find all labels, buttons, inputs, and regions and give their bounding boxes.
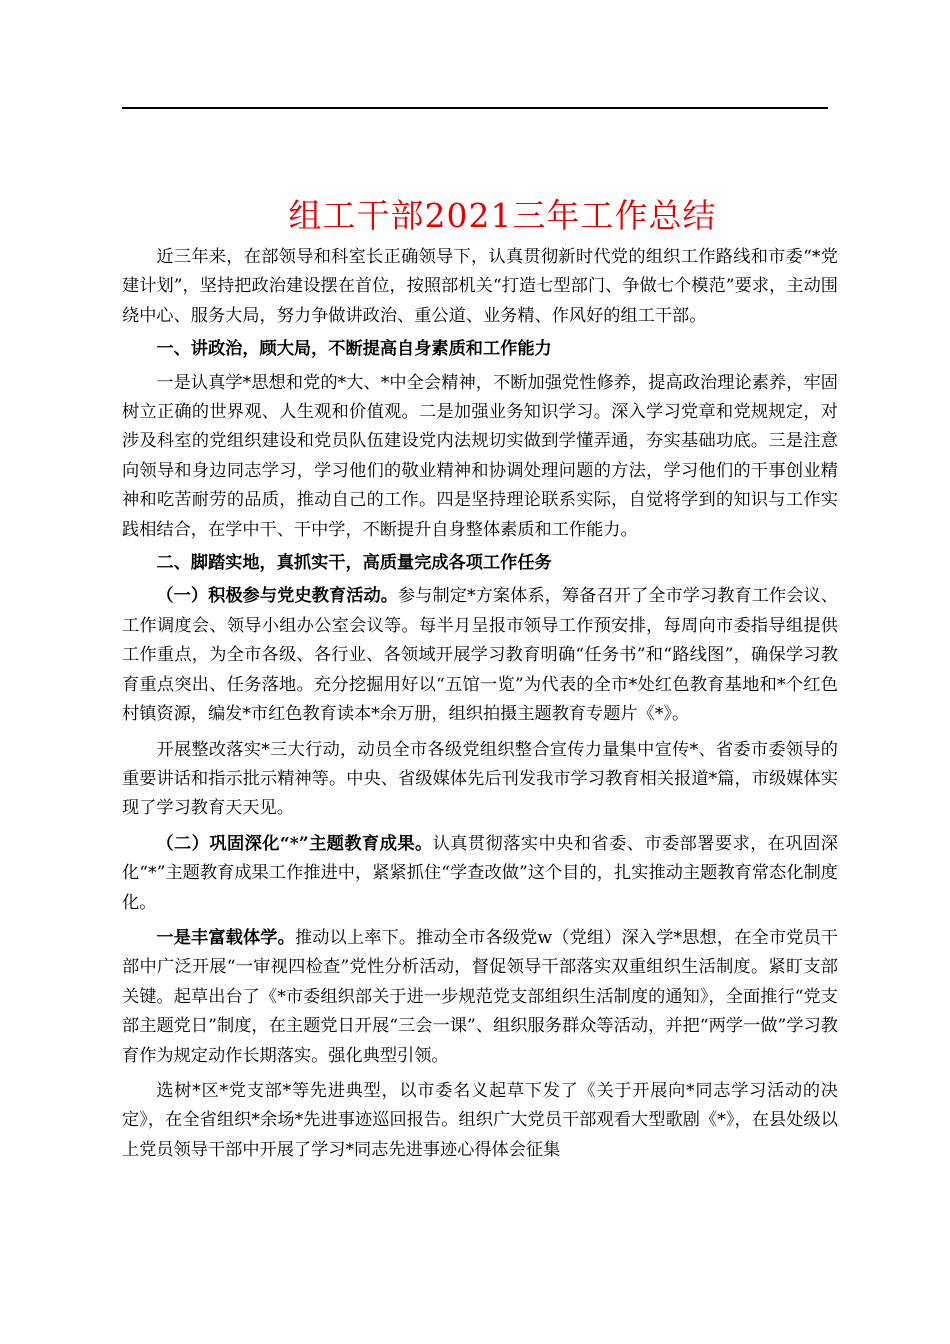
subheading-carrier: 一是丰富载体学。 xyxy=(156,927,295,948)
document-title: 组工干部2021三年工作总结 xyxy=(288,196,717,235)
document-body xyxy=(122,243,838,1165)
section-heading-2: 二、脚踏实地，真抓实干，高质量完成各项工作任务 xyxy=(156,553,552,574)
paragraph-intro: 近三年来，在部领导和科室长正确领导下，认真贯彻新时代党的组织工作路线和市委“*党建计划”，坚持把政治建设摆在首位，按照部机关“打造七型部门、争做七个模范”要求，主动围绕中心、服务大局，努力争做讲政治、重公道、业务精、作风好的组工干部。 xyxy=(122,247,838,326)
paragraph-models: 选树*区*党支部*等先进典型，以市委名义起草下发了《关于开展向*同志学习活动的决定》，在全省组织*余场*先进事迹巡回报告。组织广大党员干部观看大型歌剧《*》，在县处级以上党员领导干部中开展了学习*同志先进事迹心得体会征集 xyxy=(122,1080,838,1160)
subheading-consolidate: （二）巩固深化“*”主题教育成果。 xyxy=(156,833,433,854)
section-heading-1: 一、讲政治，顾大局，不断提高自身素质和工作能力 xyxy=(156,339,552,360)
subheading-party-history: （一）积极参与党史教育活动。 xyxy=(156,586,398,607)
paragraph-carrier-text: 推动以上率下。推动全市各级党w（党组）深入学*思想，在全市党员干部中广泛开展“一审视四检查”党性分析活动，督促领导干部落实双重组织生活制度。紧盯支部关键。起草出台了《*市委组织部关于进一步规范党支部组织生活制度的通知》，全面推行“党支部主题党日”制度，在主题党日开展“三会一课”、组织服务群众等活动，并把“两学一做”学习教育作为规定动作长期落实。强化典型引领。 xyxy=(122,927,838,1066)
paragraph-consolidate xyxy=(122,830,838,918)
paragraph-study: 一是认真学*思想和党的*大、*中全会精神，不断加强党性修养，提高政治理论素养，牢固树立正确的世界观、人生观和价值观。二是加强业务知识学习。深入学习党章和党规规定，对涉及科室的党组织建设和党员队伍建设党内法规切实做到学懂弄通，夯实基础功底。三是注意向领导和身边同志学习，学习他们的敬业精神和协调处理问题的方法，学习他们的干事创业精神和吃苦耐劳的品质，推动自己的工作。四是坚持理论联系实际，自觉将学到的知识与工作实践相结合，在学中干、干中学，不断提升自身整体素质和工作能力。 xyxy=(122,372,838,540)
paragraph-party-history-text: 参与制定*方案体系，筹备召开了全市学习教育工作会议、工作调度会、领导小组办公室会议等。每半月呈报市领导工作预安排，每周向市委指导组提供工作重点，为全市各级、各行业、各领域开展学习教育明确“任务书”和“路线图”，确保学习教育重点突出、任务落地。充分挖掘用好以“五馆一览”为代表的全市*处红色教育基地和*个红色村镇资源，编发*市红色教育读本*余万册，组织拍摄主题教育专题片《*》。 xyxy=(122,586,838,725)
paragraph-party-history xyxy=(122,582,838,729)
header-rule xyxy=(122,107,828,109)
paragraph-rectification: 开展整改落实*三大行动，动员全市各级党组织整合宣传力量集中宣传*、省委市委领导的重要讲话和指示批示精神等。中央、省级媒体先后刊发我市学习教育相关报道*篇，市级媒体实现了学习教育天天见。 xyxy=(122,739,838,819)
paragraph-consolidate-text: 认真贯彻落实中央和省委、市委部署要求，在巩固深化“*”主题教育成果工作推进中，紧紧抓住“学查改做”这个目的，扎实推动主题教育常态化制度化。 xyxy=(122,833,838,913)
paragraph-carrier xyxy=(122,924,838,1071)
